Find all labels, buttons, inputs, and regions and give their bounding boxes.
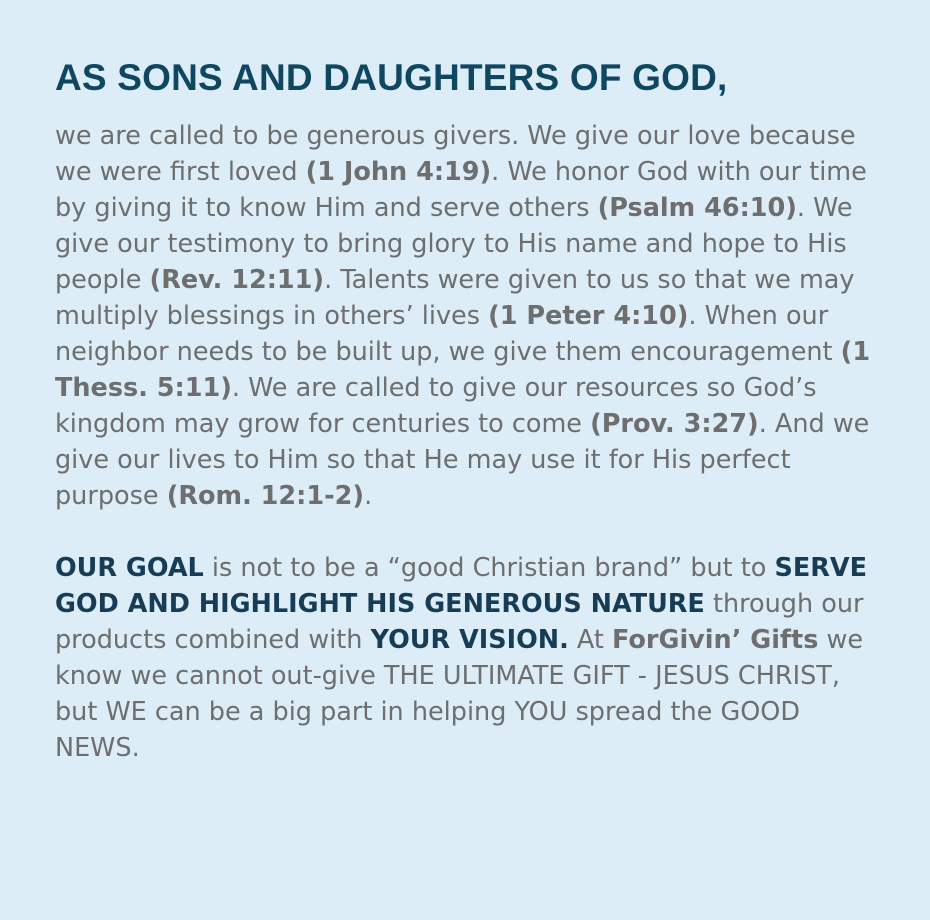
- emphasis-serve-god: SERVE GOD AND HIGHLIGHT HIS GENEROUS NATURE: [55, 553, 868, 619]
- text-segment: . We are called to give our resources so God’s kingdom may grow for centuries to come: [55, 373, 817, 439]
- scripture-reference: (Rev. 12:11): [149, 265, 325, 295]
- text-segment: we know we cannot out-give THE ULTIMATE GIFT - JESUS CHRIST, but WE can be a big part in helping YOU spread the GOOD NEWS.: [55, 625, 864, 763]
- scripture-reference: (Prov. 3:27): [590, 409, 759, 439]
- text-segment: . We honor God with our time by giving it to know Him and serve others: [55, 157, 867, 223]
- goal-paragraph: [55, 550, 890, 766]
- brand-name: ForGivin’ Gifts: [612, 625, 819, 655]
- page-heading: AS SONS AND DAUGHTERS OF GOD,: [55, 57, 728, 98]
- scripture-reference: (Rom. 12:1-2): [166, 481, 365, 511]
- text-segment: we are called to be generous givers. We give our love because we were first loved: [55, 121, 856, 187]
- text-segment: through our products combined with: [55, 589, 864, 655]
- scripture-reference: (1 John 4:19): [305, 157, 492, 187]
- giving-paragraph: [55, 118, 890, 514]
- text-segment: . Talents were given to us so that we may multiply blessings in others’ lives: [55, 265, 855, 331]
- scripture-reference: (1 Thess. 5:11): [55, 337, 871, 403]
- scripture-reference: (Psalm 46:10): [597, 193, 797, 223]
- text-segment: is not to be a “good Christian brand” but to: [203, 553, 775, 583]
- emphasis-our-goal: OUR GOAL: [55, 553, 204, 583]
- text-segment: . We give our testimony to bring glory to His name and hope to His people: [55, 193, 853, 295]
- text-segment: At: [568, 625, 613, 655]
- text-segment: . When our neighbor needs to be built up, we give them encouragement: [55, 301, 841, 367]
- emphasis-your-vision: YOUR VISION.: [370, 625, 569, 655]
- scripture-reference: (1 Peter 4:10): [488, 301, 689, 331]
- text-segment: .: [364, 481, 373, 511]
- text-segment: . And we give our lives to Him so that He may use it for His perfect purpose: [55, 409, 870, 511]
